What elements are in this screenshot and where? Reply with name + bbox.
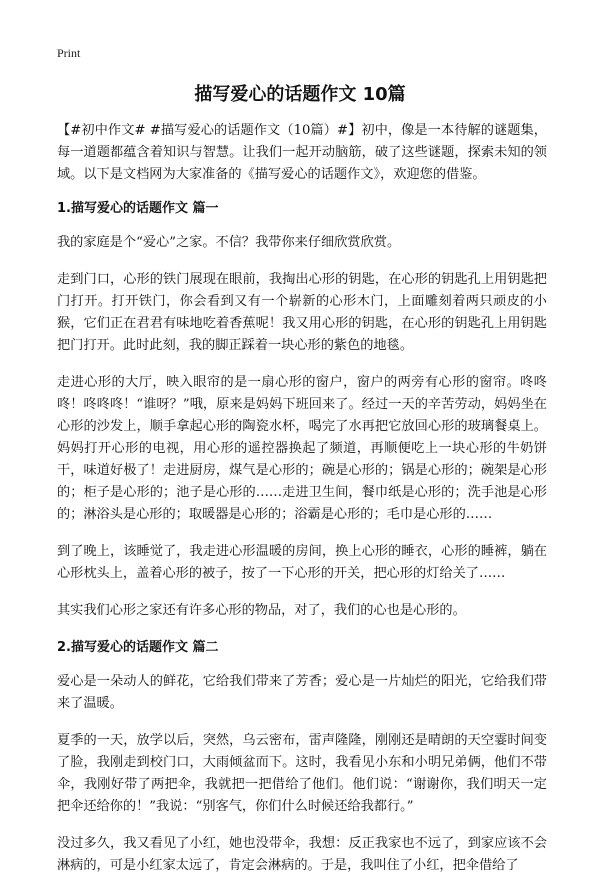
- paragraph: 我的家庭是个“爱心”之家。不信？我带你来仔细欣赏欣赏。: [57, 235, 401, 250]
- document-body: [57, 120, 547, 892]
- page-title: 描写爱心的话题作文 10篇: [194, 84, 406, 105]
- paragraph: 走进心形的大厅，映入眼帘的是一扇心形的窗户，窗户的两旁有心形的窗帘。咚咚咚！咚咚咚！“谁呀？”哦，原来是妈妈下班回来了。经过一天的辛苦劳动，妈妈坐在心形的沙发上，顺手拿起心形的陶瓷水杯，喝完了水再把它放回心形的玻璃餐桌上。妈妈打开心形的电视，用心形的遥控器换起了频道，再顺便吃上一块心形的牛奶饼干，味道好极了！走进厨房，煤气是心形的；碗是心形的；锅是心形的；碗架是心形的；柜子是心形的；池子是心形的……走进卫生间，餐巾纸是心形的；洗手池是心形的；淋浴头是心形的；取暖器是心形的；浴霸是心形的；毛巾是心形的……: [57, 375, 547, 522]
- paragraph: 没过多久，我又看见了小红，她也没带伞，我想：反正我家也不远了，到家应该不会淋病的，可是小红家太远了，肯定会淋病的。于是，我叫住了小红，把伞借给了: [57, 836, 547, 873]
- paragraph: 走到门口，心形的铁门展现在眼前，我掏出心形的钥匙，在心形的钥匙孔上用钥匙把门打开。打开铁门，你会看到又有一个崭新的心形木门，上面雕刻着两只顽皮的小猴，它们正在君君有味地吃着香蕉呢！我又用心形的钥匙，在心形的钥匙孔上用钥匙把门打开。此时此刻，我的脚正踩着一块心形的紫色的地毯。: [57, 272, 547, 353]
- paragraph: 其实我们心形之家还有许多心形的物品，对了，我们的心也是心形的。: [57, 603, 466, 618]
- section-heading-2: 2.描写爱心的话题作文 篇二: [57, 640, 219, 655]
- intro-paragraph: 【#初中作文# #描写爱心的话题作文（10篇）#】初中，像是一本待解的谜题集，每一道题都蕴含着知识与智慧。让我们一起开动脑筋，破了这些谜题，探索未知的领域。以下是文档网为大家准备的《描写爱心的话题作文》，欢迎您的借鉴。: [57, 123, 547, 182]
- paragraph: 到了晚上，该睡觉了，我走进心形温暖的房间，换上心形的睡衣，心形的睡裤，躺在心形枕头上，盖着心形的被子，按了一下心形的开关，把心形的灯给关了……: [57, 544, 547, 581]
- print-label: Print: [57, 46, 81, 60]
- paragraph: 夏季的一天，放学以后，突然，乌云密布，雷声隆隆，刚刚还是晴朗的天空霎时间变了脸，我刚走到校门口，大雨倾盆而下。这时，我看见小东和小明兄弟俩，他们不带伞，我刚好带了两把伞，我就把一把借给了他们。他们说：“谢谢你，我们明天一定把伞还给你的！”我说：“别客气，你们什么时候还给我都行。”: [57, 733, 547, 814]
- paragraph: 爱心是一朵动人的鲜花，它给我们带来了芳香；爱心是一片灿烂的阳光，它给我们带来了温暖。: [57, 674, 547, 711]
- section-heading-1: 1.描写爱心的话题作文 篇一: [57, 201, 219, 216]
